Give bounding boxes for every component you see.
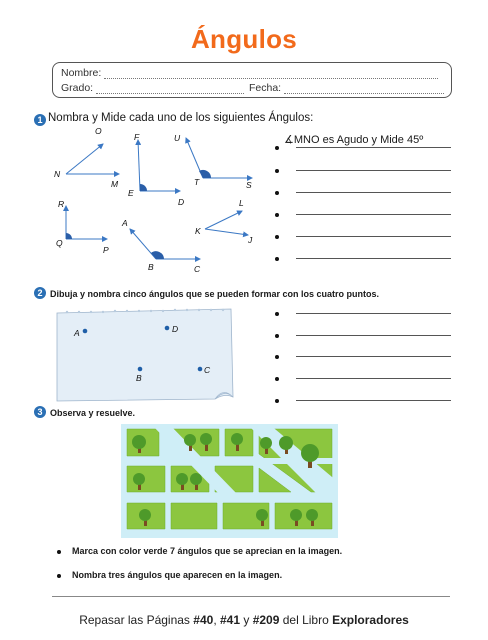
- label-r: R: [58, 199, 65, 209]
- angle-lkj: [205, 211, 248, 235]
- answer-line[interactable]: [296, 378, 451, 379]
- angle-mno: [66, 144, 119, 174]
- answer-bullet: [275, 377, 279, 381]
- angle-t-marker: [199, 170, 211, 178]
- footer-book: Exploradores: [332, 613, 409, 627]
- answer-bullet: [275, 334, 279, 338]
- question-2-text: Dibuja y nombra cinco ángulos que se pueden formar con los cuatro puntos.: [50, 289, 380, 299]
- page-title: Ángulos: [190, 24, 298, 54]
- name-line: [104, 69, 438, 79]
- label-n: N: [54, 169, 61, 179]
- angle-e-marker: [140, 184, 147, 191]
- question-3-number: 3: [34, 406, 46, 418]
- answer-bullet: [275, 355, 279, 359]
- point-c[interactable]: [198, 367, 203, 372]
- answer-bullet: [275, 146, 279, 150]
- angle-uts: [186, 138, 252, 178]
- label-d: D: [178, 197, 185, 207]
- points-paper: [55, 307, 235, 405]
- point-a[interactable]: [83, 329, 88, 334]
- label-t: T: [194, 177, 200, 187]
- answer-line[interactable]: [296, 170, 451, 171]
- question-2-number: 2: [34, 287, 46, 299]
- student-info-box: [52, 62, 452, 98]
- answer-line[interactable]: [52, 596, 450, 597]
- footer-sep-2: y: [240, 613, 253, 627]
- label-p: P: [103, 245, 109, 255]
- footer-prefix: Repasar las Páginas: [79, 613, 194, 627]
- date-line: [284, 84, 444, 94]
- label-a: A: [122, 218, 128, 228]
- angle-fed: [138, 140, 180, 191]
- footer-mid: del Libro: [279, 613, 333, 627]
- grade-field[interactable]: [61, 82, 244, 94]
- task-bullet: [57, 550, 61, 554]
- footer-page-2: #41: [219, 613, 241, 627]
- answer-line[interactable]: [296, 356, 451, 357]
- point-d[interactable]: [165, 326, 170, 331]
- answer-line[interactable]: [296, 258, 451, 259]
- footer-note: [0, 613, 488, 627]
- answer-bullet: [275, 169, 279, 173]
- footer-page-1: #40: [193, 613, 214, 627]
- answer-line[interactable]: [296, 147, 451, 148]
- angle-abc: [130, 229, 200, 259]
- answer-line[interactable]: [296, 400, 451, 401]
- label-f: F: [134, 132, 140, 142]
- point-label-b: B: [136, 373, 142, 383]
- point-label-a: A: [74, 328, 80, 338]
- answer-bullet: [275, 191, 279, 195]
- answer-bullet: [275, 312, 279, 316]
- label-u: U: [174, 133, 181, 143]
- angle-rqp: [66, 206, 107, 239]
- label-c: C: [194, 264, 201, 274]
- point-label-c: C: [204, 365, 211, 375]
- name-label: Nombre:: [61, 67, 102, 79]
- name-field[interactable]: [61, 67, 438, 79]
- task-1-text: Marca con color verde 7 ángulos que se aprecian en la imagen.: [72, 546, 343, 556]
- label-q: Q: [56, 238, 63, 248]
- question-1-text: Nombra y Mide cada uno de los siguientes Ángulos:: [48, 112, 314, 124]
- answer-bullet: [275, 235, 279, 239]
- park-map-image: [121, 424, 338, 538]
- grade-line: [96, 84, 244, 94]
- grade-label: Grado:: [61, 82, 94, 94]
- date-label: Fecha:: [249, 82, 282, 94]
- date-field[interactable]: [249, 82, 444, 94]
- answer-bullet: [275, 399, 279, 403]
- point-label-d: D: [172, 324, 179, 334]
- label-o: O: [95, 126, 102, 136]
- answer-line[interactable]: [296, 214, 451, 215]
- footer-sep-1: ,: [213, 613, 220, 627]
- answer-bullet: [275, 257, 279, 261]
- answer-line[interactable]: [296, 236, 451, 237]
- answer-bullet: [275, 213, 279, 217]
- footer-page-3: #209: [252, 613, 280, 627]
- angles-figure: [40, 126, 270, 276]
- task-2-text: Nombra tres ángulos que aparecen en la imagen.: [72, 570, 283, 580]
- label-j: J: [248, 235, 253, 245]
- task-bullet: [57, 574, 61, 578]
- angle-b-marker: [151, 251, 164, 259]
- label-k: K: [195, 226, 201, 236]
- label-l: L: [239, 198, 244, 208]
- label-b: B: [148, 262, 154, 272]
- question-1-number: 1: [34, 114, 46, 126]
- answer-example: ∡MNO es Agudo y Mide 45º: [284, 134, 424, 146]
- answer-line[interactable]: [296, 313, 451, 314]
- answer-line[interactable]: [296, 335, 451, 336]
- angle-q-marker: [66, 233, 72, 239]
- point-b[interactable]: [138, 367, 143, 372]
- label-s: S: [246, 180, 252, 190]
- label-m: M: [111, 179, 119, 189]
- question-3-text: Observa y resuelve.: [50, 408, 136, 418]
- answer-line[interactable]: [296, 192, 451, 193]
- label-e: E: [128, 188, 134, 198]
